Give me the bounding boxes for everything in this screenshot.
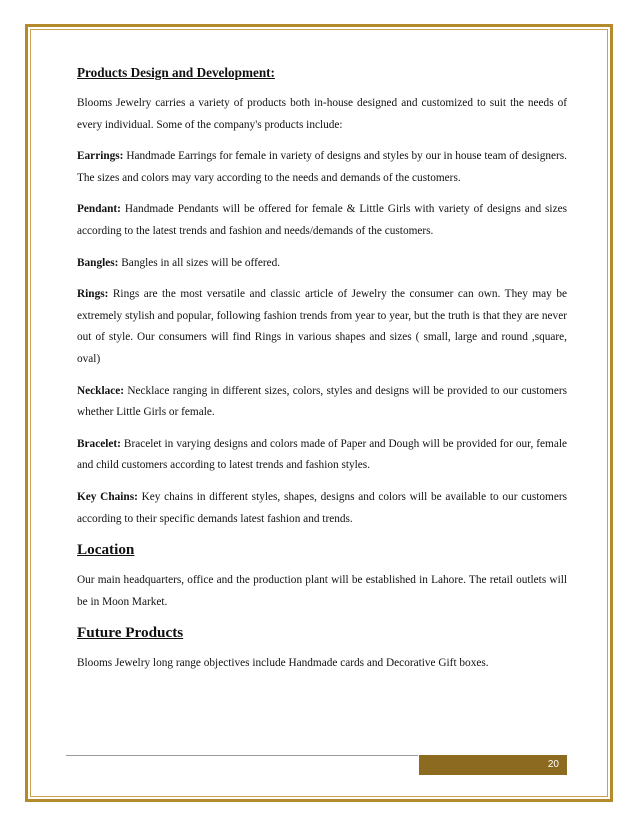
product-term: Pendant:: [77, 203, 121, 216]
intro-paragraph: Blooms Jewelry carries a variety of products both in-house designed and customized to suit the needs of every individual. Some of the company's products include:: [77, 97, 567, 131]
product-term: Key Chains:: [77, 490, 138, 503]
product-earrings: [77, 146, 567, 189]
page-content: [77, 64, 567, 685]
product-description: Handmade Pendants will be offered for female & Little Girls with variety of designs and sizes according to the latest trends and fashion and needs/demands of the customers.: [77, 203, 567, 237]
product-term: Earrings:: [77, 150, 124, 163]
location-heading: Location: [77, 541, 135, 559]
footer-divider: [66, 755, 418, 756]
future-products-paragraph: Blooms Jewelry long range objectives include Handmade cards and Decorative Gift boxes.: [77, 657, 489, 670]
product-description: Necklace ranging in different sizes, colors, styles and designs will be provided to our customers whether Little Girls or female.: [77, 384, 568, 419]
product-key-chains: [77, 487, 567, 530]
product-description: Bracelet in varying designs and colors made of Paper and Dough will be provided for our, female and child customers according to latest trends and fashion styles.: [77, 437, 567, 472]
section-title: Products Design and Development:: [77, 65, 275, 80]
product-bangles: [77, 253, 567, 275]
product-term: Rings:: [77, 288, 109, 301]
product-description: Key chains in different styles, shapes, designs and colors will be available to our customers according to their specific demands latest fashion and trends.: [77, 490, 567, 525]
product-term: Bracelet:: [77, 437, 121, 450]
page-number: 20: [419, 755, 567, 775]
product-pendant: [77, 199, 567, 242]
product-term: Necklace:: [77, 384, 125, 397]
product-description: Bangles in all sizes will be offered.: [121, 256, 281, 269]
product-bracelet: [77, 434, 567, 477]
product-description: Handmade Earrings for female in variety of designs and styles by our in house team of designers. The sizes and colors may vary according to the needs and demands of the customers.: [77, 150, 567, 184]
product-description: Rings are the most versatile and classic article of Jewelry the consumer can own. They may be extremely stylish and popular, following fashion trends from year to year, but the truth is that they are never out of style. Our consumers will find Rings in various shapes and sizes ( small, large and round ,square, oval): [77, 288, 567, 365]
location-paragraph: Our main headquarters, office and the production plant will be established in Lahore. The retail outlets will be in Moon Market.: [77, 574, 567, 608]
product-necklace: [77, 381, 567, 424]
future-products-heading: Future Products: [77, 624, 184, 642]
product-term: Bangles:: [77, 256, 119, 269]
product-rings: [77, 284, 567, 370]
